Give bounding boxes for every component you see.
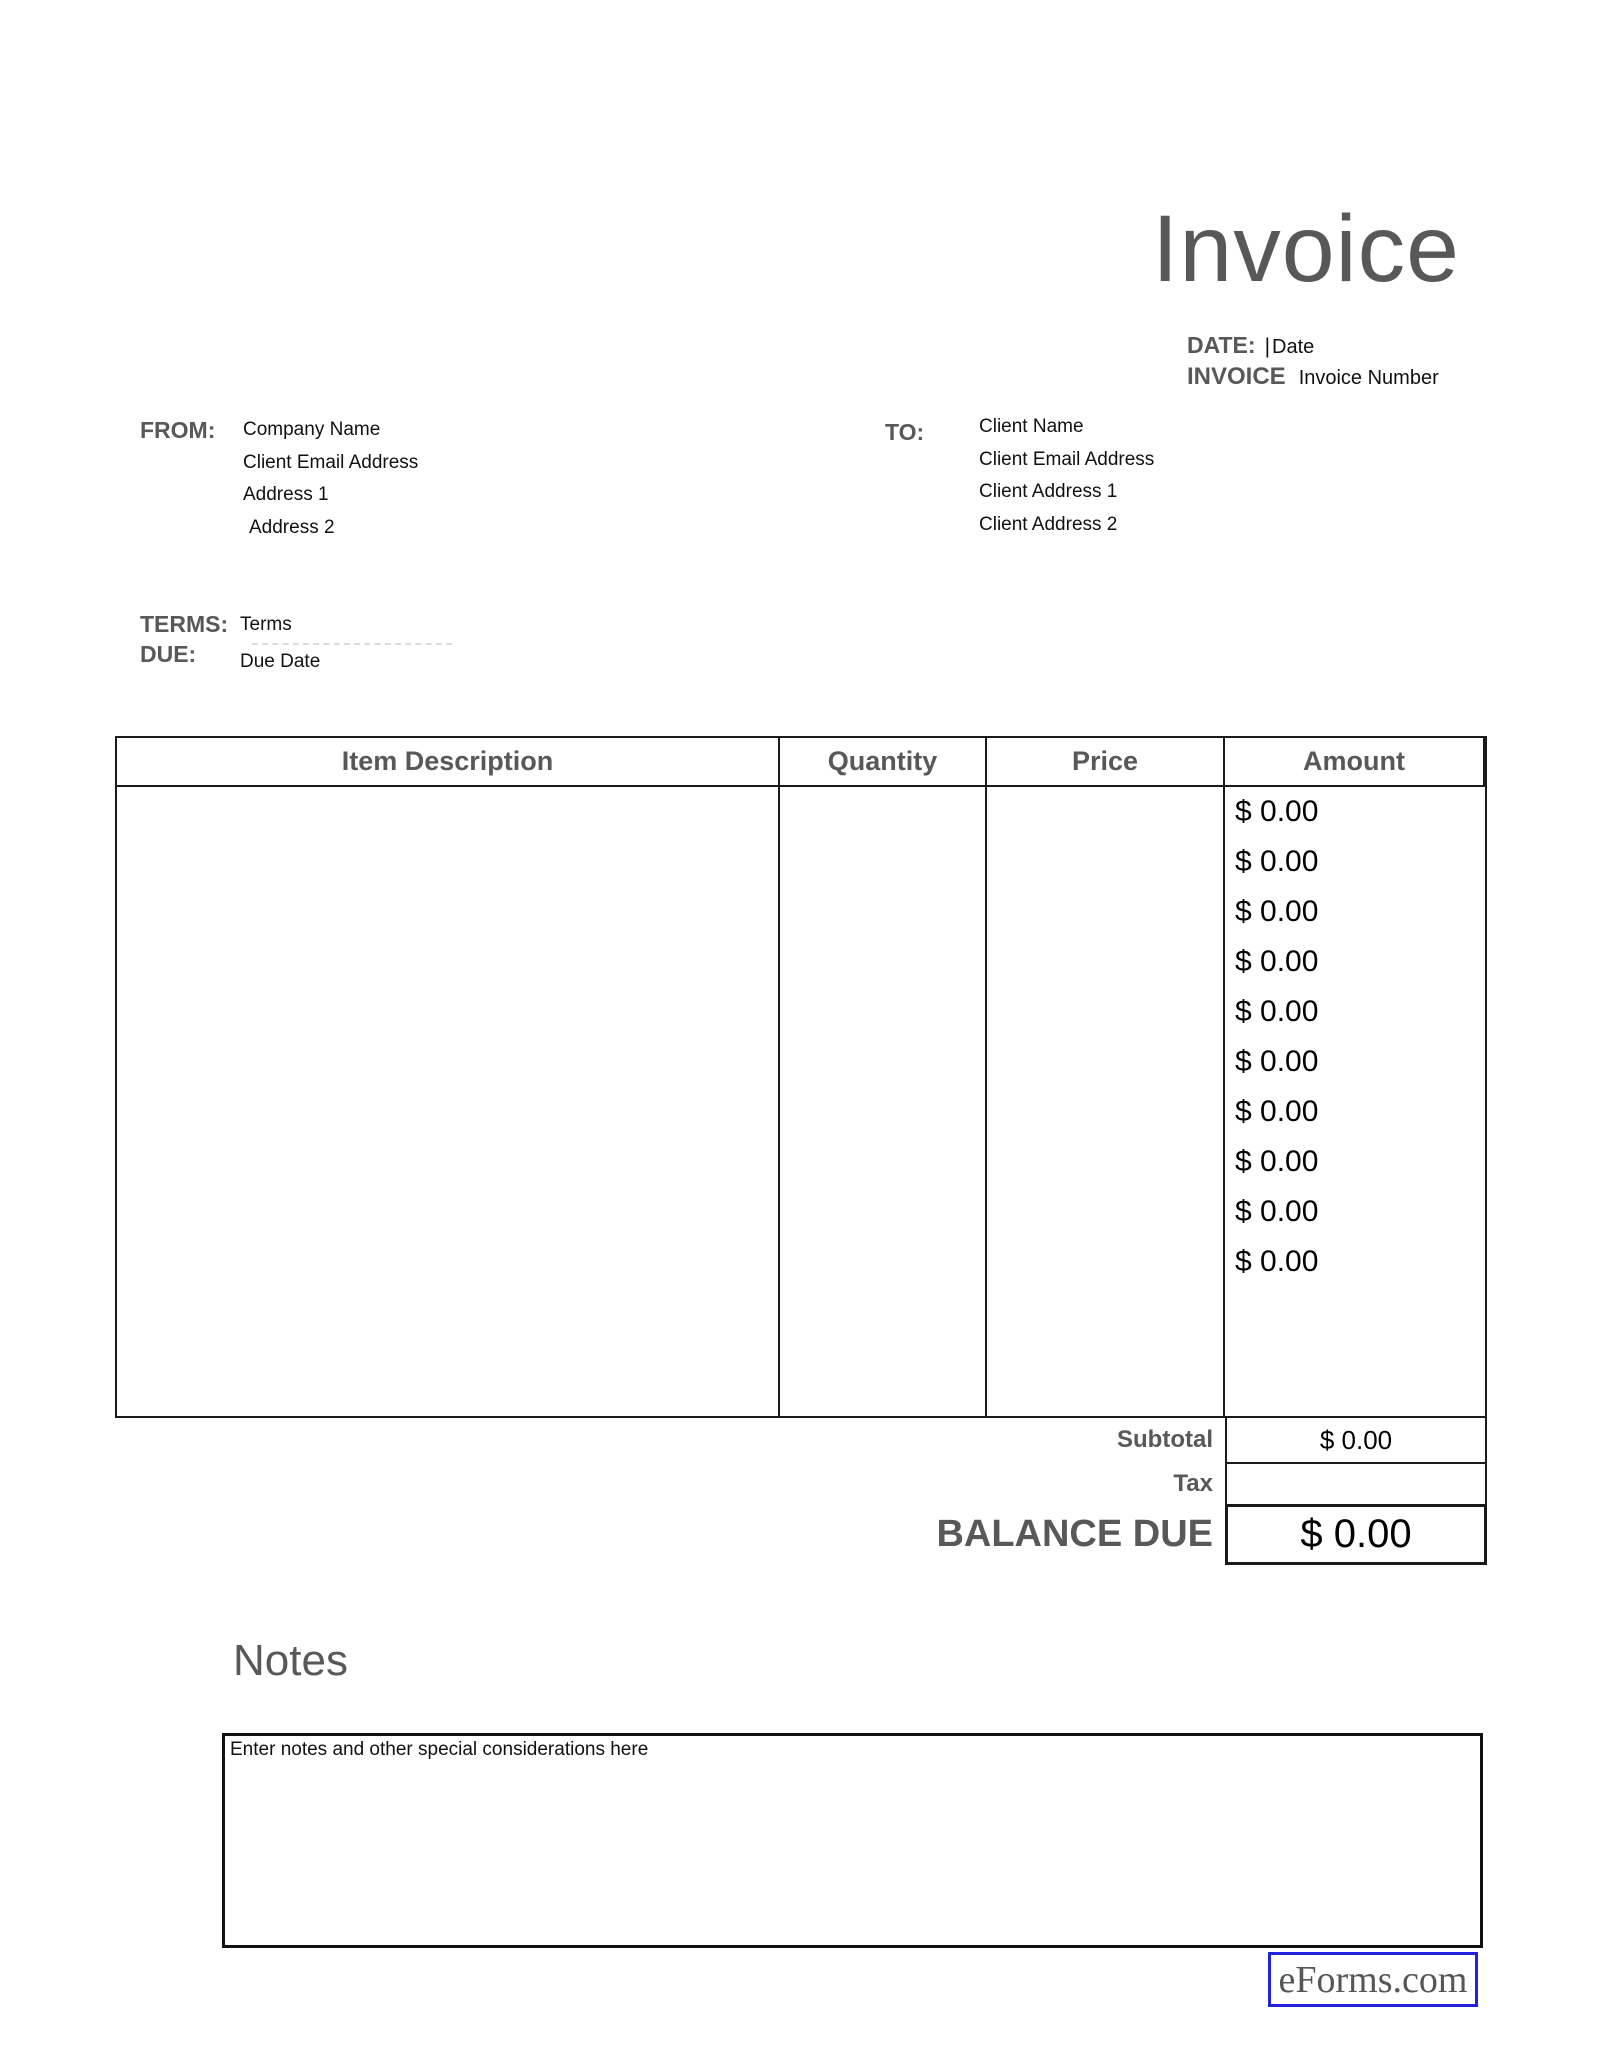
invoice-meta [1187, 332, 1439, 391]
from-company-field[interactable]: Company Name [243, 419, 381, 440]
notes-placeholder-text: Enter notes and other special considerations here [230, 1739, 649, 1760]
amount-cell[interactable]: $ 0.00 [1235, 895, 1319, 928]
eforms-logo-text: eForms.com [1278, 1958, 1468, 2001]
to-address-block [979, 411, 1154, 542]
date-field[interactable]: Date [1272, 336, 1315, 358]
to-address2-field[interactable]: Client Address 2 [979, 514, 1118, 536]
from-address1-field[interactable]: Address 1 [243, 484, 329, 506]
amount-cell[interactable]: $ 0.00 [1235, 995, 1319, 1028]
column-header-quantity: Quantity [780, 738, 987, 787]
from-email-field[interactable]: Client Email Address [243, 451, 419, 473]
subtotal-value: $ 0.00 [1319, 1424, 1393, 1455]
due-label: DUE: [140, 641, 197, 667]
from-address-block [243, 414, 418, 545]
amount-cell[interactable]: $ 0.00 [1235, 1145, 1319, 1178]
tax-value-box[interactable] [1225, 1462, 1487, 1506]
amount-cell[interactable]: $ 0.00 [1235, 1095, 1319, 1128]
balance-due-value: $ 0.00 [1300, 1512, 1412, 1556]
amount-cell[interactable]: $ 0.00 [1235, 945, 1319, 978]
page-title: Invoice [1151, 196, 1460, 302]
terms-field[interactable]: Terms [240, 614, 292, 635]
text-cursor: | [1264, 335, 1271, 358]
item-description-column[interactable] [117, 787, 780, 1416]
from-address2-field[interactable]: Address 2 [249, 517, 335, 539]
column-header-amount: Amount [1225, 738, 1485, 787]
amount-cell[interactable]: $ 0.00 [1235, 1245, 1319, 1278]
notes-heading: Notes [233, 1636, 348, 1685]
invoice-number-label: INVOICE [1187, 363, 1286, 390]
quantity-column[interactable] [780, 787, 987, 1416]
invoice-number-row [1187, 363, 1439, 391]
balance-due-value-box[interactable] [1225, 1504, 1487, 1565]
amount-cell[interactable]: $ 0.00 [1235, 1195, 1319, 1228]
balance-due-label: BALANCE DUE [936, 1513, 1213, 1555]
eforms-logo-box[interactable] [1268, 1952, 1478, 2007]
to-address1-field[interactable]: Client Address 1 [979, 481, 1118, 503]
to-client-name-field[interactable]: Client Name [979, 416, 1084, 437]
to-email-field[interactable]: Client Email Address [979, 448, 1155, 470]
terms-label: TERMS: [140, 611, 229, 637]
subtotal-label: Subtotal [1117, 1426, 1213, 1453]
amount-cell[interactable]: $ 0.00 [1235, 845, 1319, 878]
column-header-price: Price [987, 738, 1225, 787]
line-items-table [115, 736, 1487, 1418]
from-label: FROM: [140, 417, 216, 443]
amount-cell[interactable]: $ 0.00 [1235, 1045, 1319, 1078]
column-header-item-description: Item Description [117, 738, 780, 787]
amount-cell[interactable]: $ 0.00 [1235, 795, 1319, 828]
price-column[interactable] [987, 787, 1225, 1416]
amount-column [1225, 787, 1485, 1416]
tax-label: Tax [1173, 1470, 1213, 1497]
notes-textarea[interactable] [222, 1733, 1483, 1948]
due-date-field[interactable]: Due Date [240, 651, 321, 672]
invoice-number-field[interactable]: Invoice Number [1298, 367, 1439, 389]
date-row [1187, 332, 1439, 360]
date-label: DATE: [1187, 332, 1256, 358]
faded-dash-artifact [252, 643, 452, 645]
to-label: TO: [885, 419, 925, 445]
subtotal-value-box[interactable] [1225, 1416, 1487, 1464]
